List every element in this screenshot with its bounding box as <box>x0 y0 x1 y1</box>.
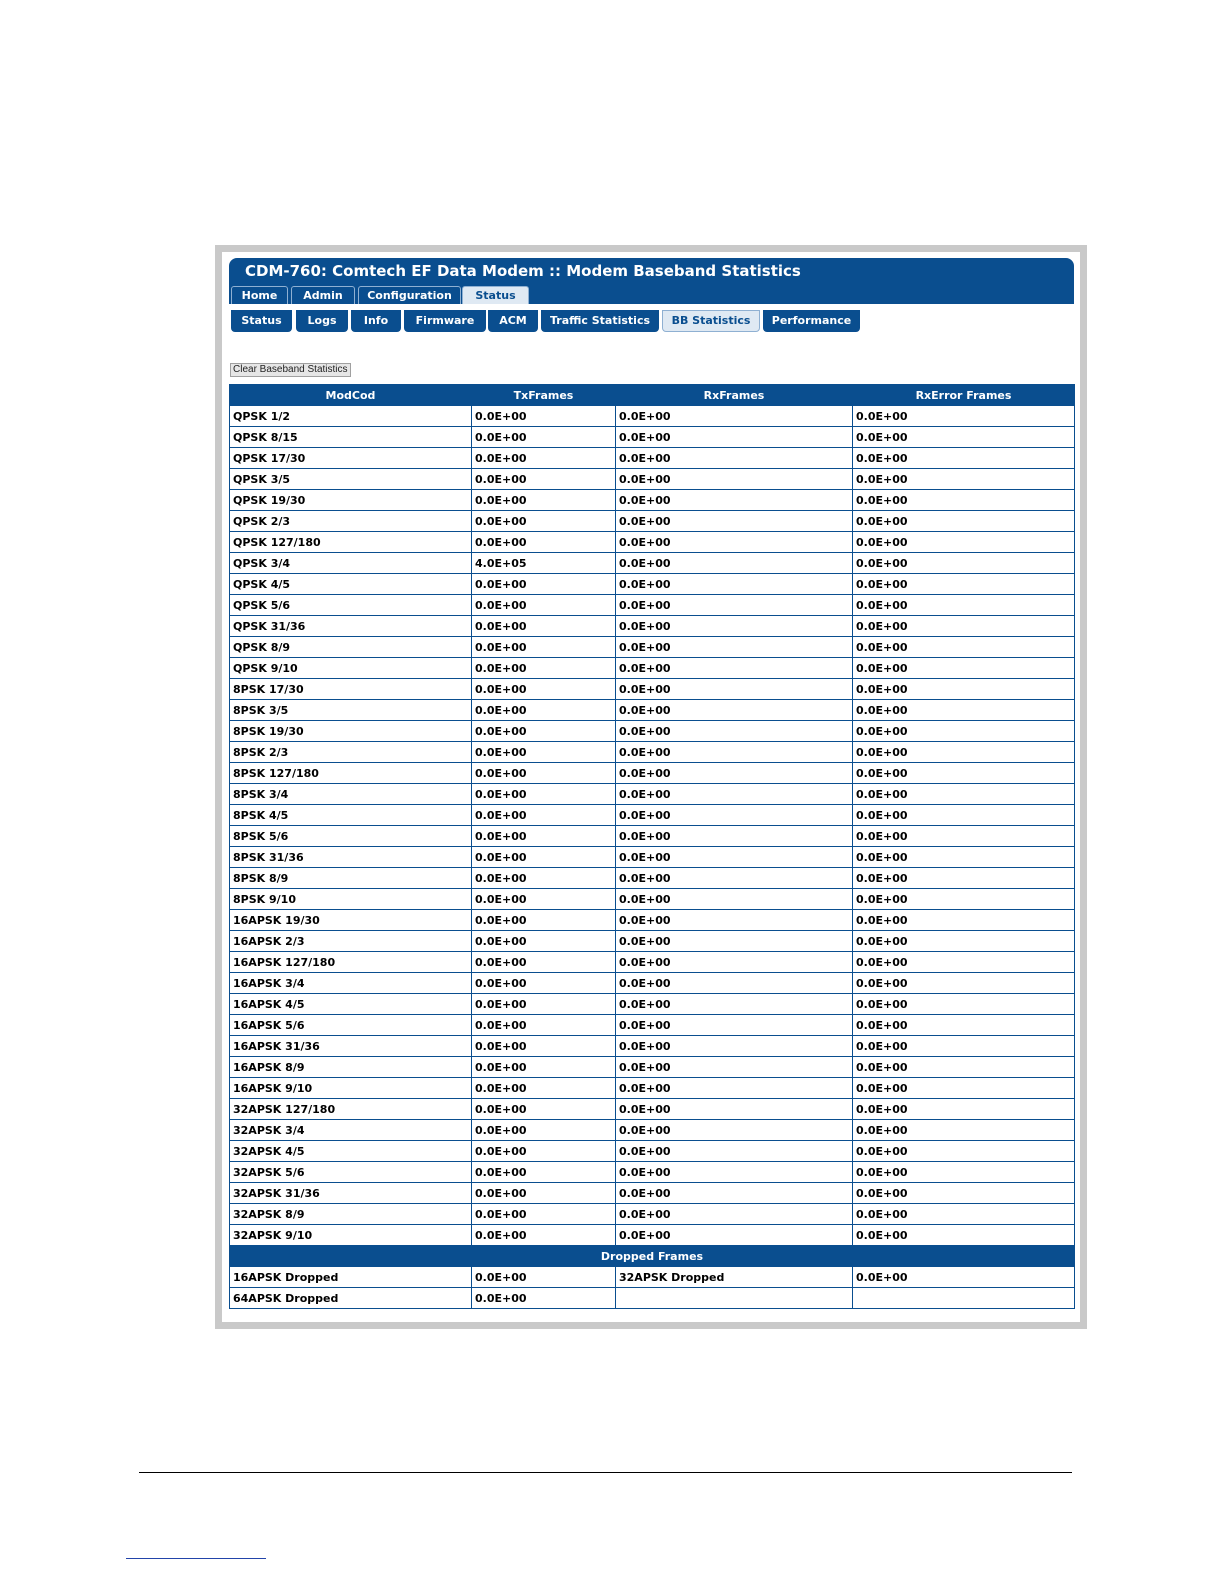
table-cell: 0.0E+00 <box>472 1204 616 1225</box>
table-cell: 0.0E+00 <box>472 994 616 1015</box>
table-row <box>230 1183 1075 1204</box>
table-cell: 0.0E+00 <box>616 490 853 511</box>
table-cell: 0.0E+00 <box>853 1036 1075 1057</box>
table-row <box>230 1141 1075 1162</box>
baseband-statistics-table <box>229 384 1075 1309</box>
table-cell: 0.0E+00 <box>472 658 616 679</box>
table-cell: 0.0E+00 <box>853 469 1075 490</box>
footer-link-underline <box>126 1558 266 1559</box>
subtab-performance[interactable]: Performance <box>763 310 860 332</box>
table-cell: 0.0E+00 <box>853 952 1075 973</box>
table-row <box>230 1225 1075 1246</box>
table-row <box>230 595 1075 616</box>
table-row <box>230 1120 1075 1141</box>
table-cell: 0.0E+00 <box>616 1057 853 1078</box>
table-cell: 16APSK Dropped <box>230 1267 472 1288</box>
table-cell: 16APSK 8/9 <box>230 1057 472 1078</box>
table-row <box>230 910 1075 931</box>
table-row <box>230 1162 1075 1183</box>
table-cell: 0.0E+00 <box>616 931 853 952</box>
table-cell: 64APSK Dropped <box>230 1288 472 1309</box>
table-cell: 0.0E+00 <box>853 406 1075 427</box>
table-cell: QPSK 17/30 <box>230 448 472 469</box>
table-cell: 0.0E+00 <box>853 847 1075 868</box>
dropped-frames-section <box>230 1246 1075 1309</box>
table-cell: 0.0E+00 <box>853 826 1075 847</box>
table-row <box>230 490 1075 511</box>
table-cell: 0.0E+00 <box>853 1078 1075 1099</box>
table-cell: 0.0E+00 <box>853 658 1075 679</box>
table-cell: 0.0E+00 <box>853 1162 1075 1183</box>
table-cell: 0.0E+00 <box>616 595 853 616</box>
table-cell: 0.0E+00 <box>853 490 1075 511</box>
table-cell: 0.0E+00 <box>616 1099 853 1120</box>
table-cell: 16APSK 2/3 <box>230 931 472 952</box>
table-row <box>230 721 1075 742</box>
table-cell <box>616 1288 853 1309</box>
table-cell: 0.0E+00 <box>616 406 853 427</box>
table-row <box>230 742 1075 763</box>
page-title: CDM-760: Comtech EF Data Modem :: Modem Baseband Statistics <box>229 258 1074 284</box>
table-cell: 0.0E+00 <box>472 448 616 469</box>
table-cell: 0.0E+00 <box>853 910 1075 931</box>
table-cell: 0.0E+00 <box>472 952 616 973</box>
table-cell: 0.0E+00 <box>853 763 1075 784</box>
table-cell: 16APSK 9/10 <box>230 1078 472 1099</box>
table-cell: 0.0E+00 <box>616 889 853 910</box>
table-cell: 0.0E+00 <box>616 1225 853 1246</box>
table-row <box>230 1267 1075 1288</box>
table-cell: 0.0E+00 <box>853 1141 1075 1162</box>
table-cell: 0.0E+00 <box>616 1036 853 1057</box>
table-cell: 32APSK 3/4 <box>230 1120 472 1141</box>
table-cell: 0.0E+00 <box>472 511 616 532</box>
table-cell: 0.0E+00 <box>616 553 853 574</box>
table-cell: 0.0E+00 <box>472 406 616 427</box>
tab-admin[interactable]: Admin <box>291 286 355 304</box>
table-cell: 0.0E+00 <box>616 1078 853 1099</box>
table-row <box>230 826 1075 847</box>
table-cell: 0.0E+00 <box>472 1120 616 1141</box>
table-cell: QPSK 5/6 <box>230 595 472 616</box>
footer-divider <box>139 1472 1072 1473</box>
table-cell: 0.0E+00 <box>472 1036 616 1057</box>
table-cell: QPSK 4/5 <box>230 574 472 595</box>
table-row <box>230 952 1075 973</box>
table-cell: 0.0E+00 <box>472 847 616 868</box>
table-cell: QPSK 127/180 <box>230 532 472 553</box>
table-cell: 0.0E+00 <box>616 658 853 679</box>
table-row <box>230 637 1075 658</box>
table-cell: 0.0E+00 <box>616 952 853 973</box>
table-cell: 0.0E+00 <box>616 826 853 847</box>
tab-home[interactable]: Home <box>231 286 288 304</box>
table-row <box>230 469 1075 490</box>
table-cell: 0.0E+00 <box>616 679 853 700</box>
table-cell: 0.0E+00 <box>472 427 616 448</box>
table-cell: 0.0E+00 <box>616 910 853 931</box>
table-cell: 0.0E+00 <box>472 931 616 952</box>
table-cell: 8PSK 4/5 <box>230 805 472 826</box>
table-cell: 0.0E+00 <box>853 553 1075 574</box>
tab-status[interactable]: Status <box>462 286 529 304</box>
table-row <box>230 616 1075 637</box>
table-row <box>230 511 1075 532</box>
table-cell: 0.0E+00 <box>853 1204 1075 1225</box>
table-cell: 0.0E+00 <box>472 1141 616 1162</box>
table-row <box>230 805 1075 826</box>
table-cell: QPSK 31/36 <box>230 616 472 637</box>
table-cell: 32APSK 31/36 <box>230 1183 472 1204</box>
table-row <box>230 889 1075 910</box>
table-cell: QPSK 3/5 <box>230 469 472 490</box>
browser-screenshot-frame <box>215 245 1087 1329</box>
table-cell <box>853 1288 1075 1309</box>
table-cell: 32APSK 9/10 <box>230 1225 472 1246</box>
table-cell: 0.0E+00 <box>616 1120 853 1141</box>
table-cell: 0.0E+00 <box>853 595 1075 616</box>
table-cell: 0.0E+00 <box>853 574 1075 595</box>
table-cell: 8PSK 17/30 <box>230 679 472 700</box>
table-cell: 0.0E+00 <box>616 1141 853 1162</box>
table-cell: 0.0E+00 <box>472 742 616 763</box>
table-row <box>230 973 1075 994</box>
header-rxframes: RxFrames <box>616 385 853 406</box>
table-cell: 0.0E+00 <box>616 469 853 490</box>
table-cell: 0.0E+00 <box>472 889 616 910</box>
table-cell: 0.0E+00 <box>616 616 853 637</box>
table-cell: 8PSK 8/9 <box>230 868 472 889</box>
table-cell: 0.0E+00 <box>853 973 1075 994</box>
header-txframes: TxFrames <box>472 385 616 406</box>
table-row <box>230 427 1075 448</box>
table-cell: 8PSK 3/4 <box>230 784 472 805</box>
table-cell: 32APSK Dropped <box>616 1267 853 1288</box>
table-cell: 16APSK 31/36 <box>230 1036 472 1057</box>
table-cell: 8PSK 127/180 <box>230 763 472 784</box>
subtab-status[interactable]: Status <box>231 310 292 332</box>
table-cell: 0.0E+00 <box>472 1225 616 1246</box>
table-cell: 0.0E+00 <box>472 490 616 511</box>
dropped-frames-header-row <box>230 1246 1075 1267</box>
table-cell: QPSK 9/10 <box>230 658 472 679</box>
table-cell: 0.0E+00 <box>616 1204 853 1225</box>
dropped-frames-label: Dropped Frames <box>230 1246 1075 1267</box>
table-cell: 32APSK 4/5 <box>230 1141 472 1162</box>
table-cell: 4.0E+05 <box>472 553 616 574</box>
table-cell: 0.0E+00 <box>472 469 616 490</box>
table-row <box>230 448 1075 469</box>
table-row <box>230 1204 1075 1225</box>
table-cell: 0.0E+00 <box>616 973 853 994</box>
clear-baseband-statistics-button[interactable]: Clear Baseband Statistics <box>230 363 351 377</box>
table-cell: 8PSK 2/3 <box>230 742 472 763</box>
table-cell: 0.0E+00 <box>853 889 1075 910</box>
table-cell: 0.0E+00 <box>472 616 616 637</box>
table-cell: 0.0E+00 <box>472 595 616 616</box>
table-cell: 0.0E+00 <box>616 742 853 763</box>
table-cell: 0.0E+00 <box>616 721 853 742</box>
table-cell: 0.0E+00 <box>616 784 853 805</box>
table-cell: 0.0E+00 <box>616 868 853 889</box>
table-cell: 8PSK 5/6 <box>230 826 472 847</box>
table-cell: 0.0E+00 <box>472 1162 616 1183</box>
table-row <box>230 1057 1075 1078</box>
table-cell: QPSK 1/2 <box>230 406 472 427</box>
table-cell: 0.0E+00 <box>472 805 616 826</box>
table-row <box>230 574 1075 595</box>
table-row <box>230 868 1075 889</box>
table-cell: 0.0E+00 <box>853 994 1075 1015</box>
table-cell: 32APSK 8/9 <box>230 1204 472 1225</box>
table-row <box>230 784 1075 805</box>
table-cell: 0.0E+00 <box>853 1120 1075 1141</box>
tab-configuration[interactable]: Configuration <box>358 286 461 304</box>
table-cell: 0.0E+00 <box>616 448 853 469</box>
header-modcod: ModCod <box>230 385 472 406</box>
table-cell: QPSK 8/15 <box>230 427 472 448</box>
main-tab-bar <box>229 284 1074 304</box>
table-cell: 16APSK 4/5 <box>230 994 472 1015</box>
table-cell: 0.0E+00 <box>472 1183 616 1204</box>
table-cell: 0.0E+00 <box>472 910 616 931</box>
table-cell: QPSK 8/9 <box>230 637 472 658</box>
table-row <box>230 406 1075 427</box>
table-cell: 0.0E+00 <box>472 637 616 658</box>
table-cell: 0.0E+00 <box>853 805 1075 826</box>
table-cell: 0.0E+00 <box>616 532 853 553</box>
table-cell: 0.0E+00 <box>472 784 616 805</box>
table-row <box>230 700 1075 721</box>
table-cell: 0.0E+00 <box>853 931 1075 952</box>
table-cell: 0.0E+00 <box>472 1078 616 1099</box>
table-cell: 8PSK 31/36 <box>230 847 472 868</box>
table-cell: 8PSK 9/10 <box>230 889 472 910</box>
table-cell: 8PSK 3/5 <box>230 700 472 721</box>
table-cell: 0.0E+00 <box>853 1099 1075 1120</box>
table-header-row <box>230 385 1075 406</box>
table-cell: 0.0E+00 <box>853 1183 1075 1204</box>
table-cell: 16APSK 5/6 <box>230 1015 472 1036</box>
table-cell: QPSK 19/30 <box>230 490 472 511</box>
table-cell: 0.0E+00 <box>472 679 616 700</box>
table-cell: 8PSK 19/30 <box>230 721 472 742</box>
subtab-logs[interactable]: Logs <box>296 310 348 332</box>
table-cell: 0.0E+00 <box>472 1015 616 1036</box>
table-cell: 0.0E+00 <box>472 1057 616 1078</box>
table-row <box>230 763 1075 784</box>
table-cell: 0.0E+00 <box>853 532 1075 553</box>
table-cell: 0.0E+00 <box>616 1162 853 1183</box>
table-row <box>230 847 1075 868</box>
table-cell: 0.0E+00 <box>472 1099 616 1120</box>
table-cell: 0.0E+00 <box>853 742 1075 763</box>
table-row <box>230 1036 1075 1057</box>
table-row <box>230 532 1075 553</box>
table-body <box>230 406 1075 1246</box>
table-cell: 0.0E+00 <box>616 1015 853 1036</box>
table-row <box>230 931 1075 952</box>
table-row <box>230 994 1075 1015</box>
table-cell: 0.0E+00 <box>853 511 1075 532</box>
table-cell: 0.0E+00 <box>472 1267 616 1288</box>
table-cell: 0.0E+00 <box>853 637 1075 658</box>
table-cell: 0.0E+00 <box>853 1057 1075 1078</box>
table-cell: 0.0E+00 <box>472 868 616 889</box>
table-cell: 0.0E+00 <box>616 1183 853 1204</box>
table-row <box>230 679 1075 700</box>
table-cell: 0.0E+00 <box>853 784 1075 805</box>
table-cell: 0.0E+00 <box>472 532 616 553</box>
table-cell: 0.0E+00 <box>616 994 853 1015</box>
table-cell: 0.0E+00 <box>616 700 853 721</box>
table-cell: 16APSK 3/4 <box>230 973 472 994</box>
table-cell: 0.0E+00 <box>853 1267 1075 1288</box>
subtab-firmware[interactable]: Firmware <box>404 310 486 332</box>
web-ui <box>222 252 1080 1322</box>
table-cell: 0.0E+00 <box>472 973 616 994</box>
table-cell: 0.0E+00 <box>853 721 1075 742</box>
table-cell: 0.0E+00 <box>472 763 616 784</box>
table-row <box>230 1288 1075 1309</box>
table-cell: 0.0E+00 <box>853 448 1075 469</box>
table-cell: 0.0E+00 <box>853 1015 1075 1036</box>
table-cell: 0.0E+00 <box>616 847 853 868</box>
table-row <box>230 1099 1075 1120</box>
table-cell: 0.0E+00 <box>853 1225 1075 1246</box>
table-cell: 0.0E+00 <box>616 805 853 826</box>
table-cell: QPSK 3/4 <box>230 553 472 574</box>
table-cell: 16APSK 127/180 <box>230 952 472 973</box>
table-cell: 0.0E+00 <box>853 700 1075 721</box>
table-cell: 0.0E+00 <box>616 637 853 658</box>
subtab-traffic-statistics[interactable]: Traffic Statistics <box>541 310 659 332</box>
table-cell: 0.0E+00 <box>853 679 1075 700</box>
table-cell: 0.0E+00 <box>472 700 616 721</box>
table-cell: 0.0E+00 <box>472 574 616 595</box>
table-cell: 16APSK 19/30 <box>230 910 472 931</box>
table-cell: 32APSK 5/6 <box>230 1162 472 1183</box>
table-cell: 0.0E+00 <box>472 1288 616 1309</box>
table-row <box>230 658 1075 679</box>
table-cell: 0.0E+00 <box>472 721 616 742</box>
table-cell: 32APSK 127/180 <box>230 1099 472 1120</box>
table-row <box>230 1015 1075 1036</box>
table-cell: 0.0E+00 <box>616 763 853 784</box>
table-cell: 0.0E+00 <box>853 616 1075 637</box>
table-row <box>230 553 1075 574</box>
header-rxerror-frames: RxError Frames <box>853 385 1075 406</box>
table-cell: 0.0E+00 <box>472 826 616 847</box>
subtab-info[interactable]: Info <box>351 310 401 332</box>
table-cell: 0.0E+00 <box>616 574 853 595</box>
table-cell: 0.0E+00 <box>616 427 853 448</box>
table-cell: 0.0E+00 <box>853 427 1075 448</box>
table-cell: QPSK 2/3 <box>230 511 472 532</box>
subtab-bb-statistics[interactable]: BB Statistics <box>662 310 760 332</box>
table-row <box>230 1078 1075 1099</box>
subtab-acm[interactable]: ACM <box>488 310 538 332</box>
table-cell: 0.0E+00 <box>616 511 853 532</box>
table-cell: 0.0E+00 <box>853 868 1075 889</box>
